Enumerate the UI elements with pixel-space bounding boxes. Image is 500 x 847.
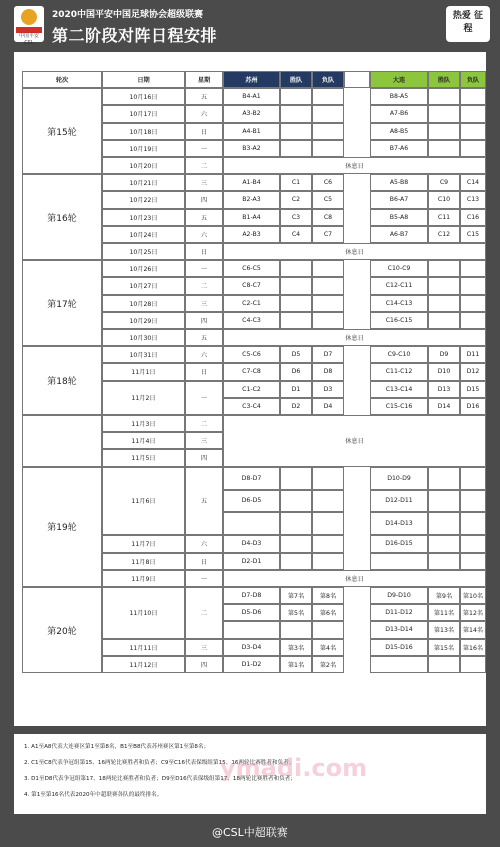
dalian-winner <box>428 105 460 122</box>
date-cell: 10月25日 <box>102 243 185 260</box>
dalian-loser <box>460 553 486 570</box>
date-cell: 10月30日 <box>102 329 185 346</box>
suzhou-winner <box>280 260 312 277</box>
dalian-loser: D15 <box>460 381 486 398</box>
footer <box>0 818 500 846</box>
dalian-match: A6-B7 <box>370 226 428 243</box>
dalian-match: A5-B8 <box>370 174 428 191</box>
dalian-loser <box>460 295 486 312</box>
weekday-cell: 三 <box>185 432 223 449</box>
weekday-cell: 三 <box>185 174 223 191</box>
dalian-loser <box>460 140 486 157</box>
header-suzhou-loser: 负队 <box>312 71 344 88</box>
suzhou-match: C5-C6 <box>223 346 280 363</box>
suzhou-loser: D7 <box>312 346 344 363</box>
dalian-loser <box>460 277 486 294</box>
suzhou-winner: C3 <box>280 209 312 226</box>
suzhou-loser <box>312 312 344 329</box>
dalian-winner: D9 <box>428 346 460 363</box>
suzhou-loser <box>312 105 344 122</box>
dalian-loser <box>460 490 486 513</box>
dalian-loser: C15 <box>460 226 486 243</box>
suzhou-match: C6-C5 <box>223 260 280 277</box>
dalian-match: D9-D10 <box>370 587 428 604</box>
dalian-winner <box>428 312 460 329</box>
dalian-loser: D11 <box>460 346 486 363</box>
date-cell: 10月28日 <box>102 295 185 312</box>
date-cell: 10月26日 <box>102 260 185 277</box>
dalian-match: C14-C13 <box>370 295 428 312</box>
dalian-winner: 第15名 <box>428 639 460 656</box>
dalian-loser: C13 <box>460 191 486 208</box>
dalian-match: C13-C14 <box>370 381 428 398</box>
dalian-winner <box>428 535 460 552</box>
round-label: 第19轮 <box>22 467 102 587</box>
note-3: 3. D1至D8代表争冠组第17、18两轮比赛胜者和负者；D9至D16代表保级组第17、18两轮比赛胜者和负者； <box>24 776 296 782</box>
date-cell: 10月22日 <box>102 191 185 208</box>
dalian-loser <box>460 535 486 552</box>
weekday-cell: 一 <box>185 260 223 277</box>
suzhou-loser <box>312 140 344 157</box>
header-dalian-winner: 胜队 <box>428 71 460 88</box>
suzhou-loser <box>312 535 344 552</box>
dalian-match <box>370 553 428 570</box>
suzhou-match: A3-B2 <box>223 105 280 122</box>
dalian-loser: C16 <box>460 209 486 226</box>
header-dalian-loser: 负队 <box>460 71 486 88</box>
dalian-winner <box>428 88 460 105</box>
dalian-match: D13-D14 <box>370 621 428 638</box>
suzhou-loser <box>312 88 344 105</box>
suzhou-loser <box>312 123 344 140</box>
date-cell: 10月23日 <box>102 209 185 226</box>
dalian-match: C15-C16 <box>370 398 428 415</box>
dalian-match: A7-B6 <box>370 105 428 122</box>
dalian-loser <box>460 260 486 277</box>
header-suzhou: 苏州 <box>223 71 280 88</box>
dalian-match: D10-D9 <box>370 467 428 490</box>
dalian-match: B6-A7 <box>370 191 428 208</box>
round-label: 第17轮 <box>22 260 102 346</box>
weekday-cell: 二 <box>185 157 223 174</box>
suzhou-loser <box>312 277 344 294</box>
suzhou-match: D7-D8 <box>223 587 280 604</box>
weekday-cell: 一 <box>185 140 223 157</box>
date-cell: 11月12日 <box>102 656 185 673</box>
suzhou-match: B3-A2 <box>223 140 280 157</box>
round-label: 第15轮 <box>22 88 102 174</box>
date-cell: 11月3日 <box>102 415 185 432</box>
suzhou-winner: D1 <box>280 381 312 398</box>
suzhou-winner <box>280 490 312 513</box>
suzhou-winner: 第7名 <box>280 587 312 604</box>
date-cell: 11月4日 <box>102 432 185 449</box>
suzhou-winner <box>280 88 312 105</box>
dalian-match: B7-A6 <box>370 140 428 157</box>
note-1: 1. A1至A8代表大连赛区第1至第8名，B1至B8代表苏州赛区第1至第8名； <box>24 744 210 750</box>
note-2: 2. C1至C8代表争冠组第15、16两轮比赛胜者和负者；C9至C16代表保级组第15、16两轮比赛胜者和负者； <box>24 760 295 766</box>
date-cell: 11月10日 <box>102 587 185 639</box>
dalian-match: D11-D12 <box>370 604 428 621</box>
weekday-cell: 日 <box>185 123 223 140</box>
suzhou-winner: C1 <box>280 174 312 191</box>
suzhou-match: B1-A4 <box>223 209 280 226</box>
dalian-match: A8-B5 <box>370 123 428 140</box>
date-cell: 10月18日 <box>102 123 185 140</box>
slogan-badge <box>446 6 490 42</box>
dalian-match <box>370 656 428 673</box>
weekday-cell: 一 <box>185 570 223 587</box>
weekday-cell: 五 <box>185 329 223 346</box>
dalian-winner <box>428 277 460 294</box>
rest-day-cell: 休息日 <box>223 243 486 260</box>
suzhou-loser: 第8名 <box>312 587 344 604</box>
dalian-match: B8-A5 <box>370 88 428 105</box>
dalian-winner <box>428 260 460 277</box>
suzhou-match: B2-A3 <box>223 191 280 208</box>
weekday-cell: 二 <box>185 415 223 432</box>
suzhou-loser: 第4名 <box>312 639 344 656</box>
weekday-cell: 四 <box>185 191 223 208</box>
suzhou-loser: C7 <box>312 226 344 243</box>
rest-day-cell: 休息日 <box>223 157 486 174</box>
suzhou-loser: D8 <box>312 363 344 380</box>
dalian-winner: C10 <box>428 191 460 208</box>
suzhou-match: D1-D2 <box>223 656 280 673</box>
suzhou-loser: C5 <box>312 191 344 208</box>
suzhou-match: A1-B4 <box>223 174 280 191</box>
suzhou-winner: 第1名 <box>280 656 312 673</box>
dalian-loser: C14 <box>460 174 486 191</box>
suzhou-match: C7-C8 <box>223 363 280 380</box>
suzhou-winner <box>280 553 312 570</box>
dalian-loser <box>460 467 486 490</box>
suzhou-winner <box>280 512 312 535</box>
dalian-loser <box>460 105 486 122</box>
dalian-winner: C9 <box>428 174 460 191</box>
footer-handle: @CSL中超联赛 <box>212 826 288 839</box>
suzhou-winner <box>280 105 312 122</box>
date-cell: 10月27日 <box>102 277 185 294</box>
suzhou-loser <box>312 490 344 513</box>
suzhou-winner: C4 <box>280 226 312 243</box>
date-cell: 11月9日 <box>102 570 185 587</box>
dalian-winner <box>428 656 460 673</box>
title-small: 2020中国平安中国足球协会超级联赛 <box>52 10 204 20</box>
suzhou-loser: D3 <box>312 381 344 398</box>
dalian-match: D15-D16 <box>370 639 428 656</box>
dalian-winner <box>428 553 460 570</box>
suzhou-winner <box>280 277 312 294</box>
weekday-cell: 日 <box>185 553 223 570</box>
date-cell: 10月16日 <box>102 88 185 105</box>
weekday-cell: 六 <box>185 346 223 363</box>
dalian-winner <box>428 467 460 490</box>
dalian-match: C16-C15 <box>370 312 428 329</box>
date-cell: 11月1日 <box>102 363 185 380</box>
weekday-cell: 日 <box>185 243 223 260</box>
suzhou-match: D3-D4 <box>223 639 280 656</box>
dalian-loser: D16 <box>460 398 486 415</box>
suzhou-match: D5-D6 <box>223 604 280 621</box>
dalian-match: C10-C9 <box>370 260 428 277</box>
logo-text: 中国平安 CSL <box>18 33 39 46</box>
badge-text: 热爱 征程 <box>452 11 484 34</box>
weekday-cell: 五 <box>185 467 223 536</box>
round-label: 第20轮 <box>22 587 102 673</box>
suzhou-winner: D6 <box>280 363 312 380</box>
weekday-cell: 四 <box>185 312 223 329</box>
header-gap <box>344 71 370 88</box>
dalian-loser: 第12名 <box>460 604 486 621</box>
suzhou-match: C8-C7 <box>223 277 280 294</box>
suzhou-match: D2-D1 <box>223 553 280 570</box>
dalian-loser <box>460 88 486 105</box>
dalian-loser <box>460 512 486 535</box>
suzhou-winner: D2 <box>280 398 312 415</box>
date-cell: 10月20日 <box>102 157 185 174</box>
suzhou-winner: D5 <box>280 346 312 363</box>
date-cell: 10月19日 <box>102 140 185 157</box>
dalian-winner: D14 <box>428 398 460 415</box>
rest-block-cell: 休息日 <box>223 415 486 467</box>
round-label <box>22 415 102 467</box>
rest-day-cell: 休息日 <box>223 570 486 587</box>
round-label: 第16轮 <box>22 174 102 260</box>
csl-logo <box>14 6 44 46</box>
suzhou-winner <box>280 535 312 552</box>
rest-day-cell: 休息日 <box>223 329 486 346</box>
suzhou-match: D8-D7 <box>223 467 280 490</box>
suzhou-winner: 第5名 <box>280 604 312 621</box>
suzhou-loser: 第6名 <box>312 604 344 621</box>
date-cell: 11月6日 <box>102 467 185 536</box>
suzhou-match: D6-D5 <box>223 490 280 513</box>
dalian-winner <box>428 295 460 312</box>
dalian-winner <box>428 123 460 140</box>
dalian-loser: D12 <box>460 363 486 380</box>
suzhou-loser: C6 <box>312 174 344 191</box>
date-cell: 10月31日 <box>102 346 185 363</box>
dalian-match: C9-C10 <box>370 346 428 363</box>
weekday-cell: 六 <box>185 535 223 552</box>
date-cell: 10月21日 <box>102 174 185 191</box>
weekday-cell: 日 <box>185 363 223 380</box>
header-date: 日期 <box>102 71 185 88</box>
weekday-cell: 四 <box>185 656 223 673</box>
date-cell: 11月11日 <box>102 639 185 656</box>
suzhou-match <box>223 621 280 638</box>
round-label: 第18轮 <box>22 346 102 415</box>
suzhou-winner: C2 <box>280 191 312 208</box>
dalian-loser <box>460 312 486 329</box>
weekday-cell: 三 <box>185 295 223 312</box>
date-cell: 10月17日 <box>102 105 185 122</box>
suzhou-winner <box>280 140 312 157</box>
suzhou-winner <box>280 621 312 638</box>
weekday-cell: 五 <box>185 209 223 226</box>
suzhou-match <box>223 512 280 535</box>
header-round: 轮次 <box>22 71 102 88</box>
date-cell: 11月5日 <box>102 449 185 466</box>
dalian-match: C12-C11 <box>370 277 428 294</box>
date-cell: 11月2日 <box>102 381 185 415</box>
suzhou-loser: 第2名 <box>312 656 344 673</box>
suzhou-loser <box>312 553 344 570</box>
suzhou-match: D4-D3 <box>223 535 280 552</box>
dalian-match: D12-D11 <box>370 490 428 513</box>
dalian-loser: 第16名 <box>460 639 486 656</box>
suzhou-match: C2-C1 <box>223 295 280 312</box>
schedule-card <box>14 52 486 726</box>
suzhou-loser: C8 <box>312 209 344 226</box>
header-weekday: 星期 <box>185 71 223 88</box>
weekday-cell: 六 <box>185 105 223 122</box>
suzhou-winner: 第3名 <box>280 639 312 656</box>
suzhou-match: C3-C4 <box>223 398 280 415</box>
suzhou-winner <box>280 312 312 329</box>
suzhou-winner <box>280 467 312 490</box>
date-cell: 10月29日 <box>102 312 185 329</box>
suzhou-loser <box>312 467 344 490</box>
weekday-cell: 五 <box>185 88 223 105</box>
weekday-cell: 四 <box>185 449 223 466</box>
weekday-cell: 三 <box>185 639 223 656</box>
suzhou-loser <box>312 512 344 535</box>
dalian-match: D14-D13 <box>370 512 428 535</box>
suzhou-loser <box>312 295 344 312</box>
dalian-winner: 第11名 <box>428 604 460 621</box>
dalian-winner: 第13名 <box>428 621 460 638</box>
dalian-winner: D13 <box>428 381 460 398</box>
dalian-loser: 第10名 <box>460 587 486 604</box>
date-cell: 11月7日 <box>102 535 185 552</box>
weekday-cell: 六 <box>185 226 223 243</box>
suzhou-loser: D4 <box>312 398 344 415</box>
date-cell: 11月8日 <box>102 553 185 570</box>
dalian-match: C11-C12 <box>370 363 428 380</box>
suzhou-winner <box>280 123 312 140</box>
dalian-winner <box>428 490 460 513</box>
watermark: ymadi.com <box>220 754 368 782</box>
header <box>0 0 500 48</box>
dalian-loser <box>460 656 486 673</box>
dalian-winner <box>428 512 460 535</box>
dalian-winner: C12 <box>428 226 460 243</box>
weekday-cell: 二 <box>185 277 223 294</box>
suzhou-loser <box>312 260 344 277</box>
suzhou-match: C4-C3 <box>223 312 280 329</box>
header-suzhou-winner: 胜队 <box>280 71 312 88</box>
dalian-winner: 第9名 <box>428 587 460 604</box>
header-dalian: 大连 <box>370 71 428 88</box>
page-title: 第二阶段对阵日程安排 <box>52 26 218 45</box>
dalian-winner <box>428 140 460 157</box>
date-cell: 10月24日 <box>102 226 185 243</box>
suzhou-match: A2-B3 <box>223 226 280 243</box>
dalian-loser <box>460 123 486 140</box>
dalian-winner: D10 <box>428 363 460 380</box>
suzhou-match: B4-A1 <box>223 88 280 105</box>
dalian-loser: 第14名 <box>460 621 486 638</box>
dalian-match: B5-A8 <box>370 209 428 226</box>
dalian-match: D16-D15 <box>370 535 428 552</box>
dalian-winner: C11 <box>428 209 460 226</box>
note-4: 4. 第1至第16名代表2020年中超联赛各队的最终排名。 <box>24 792 163 798</box>
suzhou-loser <box>312 621 344 638</box>
suzhou-match: C1-C2 <box>223 381 280 398</box>
suzhou-match: A4-B1 <box>223 123 280 140</box>
weekday-cell: 二 <box>185 587 223 639</box>
suzhou-winner <box>280 295 312 312</box>
weekday-cell: 一 <box>185 381 223 415</box>
